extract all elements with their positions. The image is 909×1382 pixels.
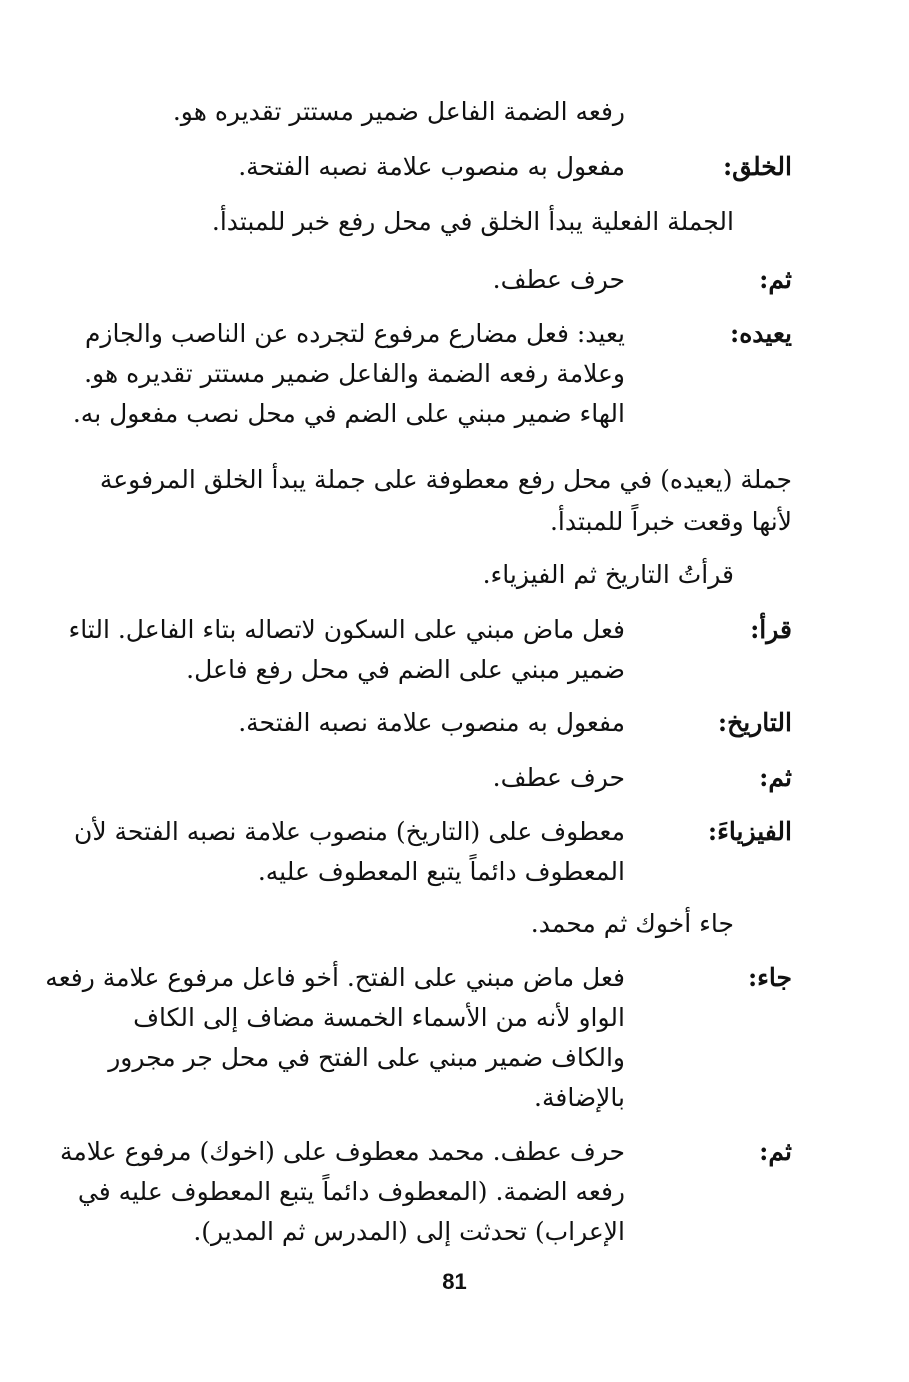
definition-yuiduhu-line: الهاء ضمير مبني على الضم في محل نصب مفعول به. <box>72 399 625 428</box>
definition-jaa-line: الواو لأنه من الأسماء الخمسة مضاف إلى الكاف <box>133 1003 625 1032</box>
example-sentence: جاء أخوك ثم محمد. <box>530 909 734 938</box>
definition-thumma-line: رفعه الضمة. (المعطوف دائماً يتبع المعطوف عليه في <box>77 1177 625 1206</box>
definition-jaa-line: فعل ماض مبني على الفتح. أخو فاعل مرفوع علامة رفعه <box>45 963 625 992</box>
term-at-tarikh: التاريخ: <box>717 708 792 737</box>
paragraph-line: جملة (يعيده) في محل رفع معطوفة على جملة يبدأ الخلق المرفوعة <box>99 465 792 494</box>
definition-al-khalq: مفعول به منصوب علامة نصبه الفتحة. <box>238 152 625 181</box>
term-al-khalq: الخلق: <box>722 152 792 181</box>
term-yuiduhu: يعيده: <box>729 319 792 348</box>
definition-yuiduhu-line: يعيد: فعل مضارع مرفوع لتجرده عن الناصب والجازم <box>84 319 625 348</box>
definition-thumma: حرف عطف. <box>492 763 625 792</box>
term-thumma: ثم: <box>759 1137 792 1166</box>
continuation-line: رفعه الضمة الفاعل ضمير مستتر تقديره هو. <box>172 97 625 126</box>
term-thumma: ثم: <box>759 763 792 792</box>
page-number: 81 <box>442 1269 467 1294</box>
definition-jaa-line: والكاف ضمير مبني على الفتح في محل جر مجرور <box>108 1043 625 1072</box>
definition-at-tarikh: مفعول به منصوب علامة نصبه الفتحة. <box>238 708 625 737</box>
definition-al-fiziya-line: معطوف على (التاريخ) منصوب علامة نصبه الفتحة لأن <box>73 817 625 846</box>
definition-thumma-line: الإعراب) تحدثت إلى (المدرس ثم المدير). <box>193 1217 625 1246</box>
definition-qaraa-line: ضمير مبني على الضم في محل رفع فاعل. <box>186 655 625 684</box>
term-al-fiziya: الفيزياءَ: <box>707 817 792 846</box>
definition-yuiduhu-line: وعلامة رفعه الضمة والفاعل ضمير مستتر تقديره هو. <box>84 359 625 388</box>
term-jaa: جاء: <box>747 963 792 992</box>
definition-al-fiziya-line: المعطوف دائماً يتبع المعطوف عليه. <box>257 857 625 886</box>
definition-thumma-line: حرف عطف. محمد معطوف على (اخوك) مرفوع علامة <box>60 1137 625 1166</box>
example-sentence: قرأتُ التاريخ ثم الفيزياء. <box>482 560 734 589</box>
term-qaraa: قرأ: <box>750 615 792 644</box>
definition-jaa-line: بالإضافة. <box>534 1083 625 1112</box>
term-thumma: ثم: <box>759 265 792 294</box>
paragraph-line: لأنها وقعت خبراً للمبتدأ. <box>549 507 792 536</box>
definition-thumma: حرف عطف. <box>492 265 625 294</box>
definition-qaraa-line: فعل ماض مبني على السكون لاتصاله بتاء الفاعل. التاء <box>68 615 625 644</box>
sentence-note: الجملة الفعلية يبدأ الخلق في محل رفع خبر للمبتدأ. <box>211 207 734 236</box>
